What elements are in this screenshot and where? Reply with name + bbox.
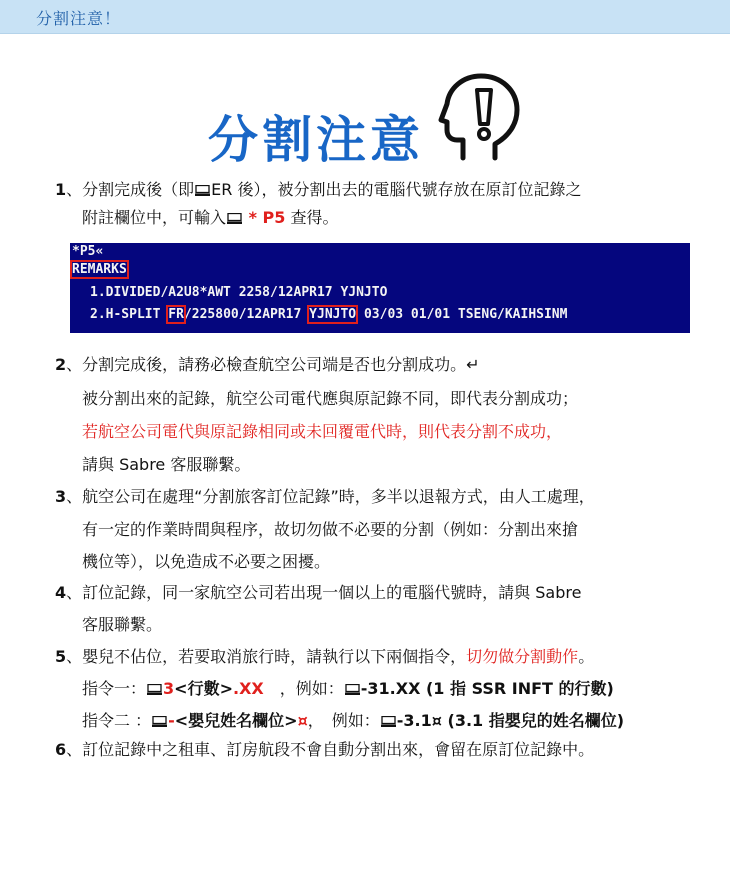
item-3-line-1: [55, 484, 595, 510]
example-command: -3.1¤ (3.1 指嬰兒的姓名欄位): [396, 711, 625, 730]
page-title: 分割注意: [208, 111, 424, 169]
keyboard-icon: [227, 213, 242, 224]
item-5-line-3: [82, 708, 624, 734]
item-4-line-1: [55, 580, 581, 606]
terminal-line-4: [90, 307, 567, 322]
command-part: -: [168, 711, 175, 730]
item-number: 1: [55, 180, 67, 199]
fr-code-highlight: FR: [168, 307, 184, 322]
item-number: 5: [55, 647, 67, 666]
item-text: 附註欄位中，可輸入: [82, 208, 227, 227]
command-p5: * P5: [243, 208, 286, 227]
command-part: <行數>: [174, 679, 233, 698]
example-command: -31.XX (1 指 SSR INFT 的行數): [360, 679, 614, 698]
head-exclamation-icon: [437, 72, 521, 162]
item-5-line-1: [55, 644, 594, 670]
item-text: ，例如：: [263, 679, 344, 698]
item-6-line-1: [55, 737, 594, 763]
command-part: ¤: [297, 711, 308, 730]
item-1-line-1: [55, 177, 582, 203]
command-part: <嬰兒姓名欄位>: [174, 711, 298, 730]
keyboard-icon: [381, 716, 396, 727]
record-locator-highlight: YJNJTO: [309, 307, 357, 322]
item-2-line-1: [55, 352, 480, 378]
item-1-line-2: [82, 205, 338, 231]
item-text: ER 後），被分割出去的電腦代號存放在原訂位記錄之: [211, 180, 582, 199]
item-number: 3: [55, 487, 67, 506]
item-3-line-3: 機位等），以免造成不必要之困擾。: [82, 552, 331, 571]
item-text: 訂位記錄中之租車、訂房航段不會自動分割出來，會留在原訂位記錄中。: [82, 740, 595, 759]
item-3-line-2: 有一定的作業時間與程序，故切勿做不必要的分割（例如：分割出來搶: [82, 520, 579, 539]
item-2-line-4: 請與 Sabre 客服聯繫。: [82, 455, 251, 474]
item-separator: 、: [66, 487, 83, 506]
item-text: 分割完成後，請務必檢查航空公司端是否也分割成功。↵: [82, 355, 480, 374]
terminal-text: /225800/12APR17: [183, 307, 310, 322]
keyboard-icon: [147, 684, 162, 695]
item-text: 訂位記錄，同一家航空公司若出現一個以上的電腦代號時，請與 Sabre: [82, 583, 582, 602]
item-4-line-2: 客服聯繫。: [82, 615, 163, 634]
item-separator: 、: [66, 355, 83, 374]
header-bar: [0, 0, 730, 34]
item-separator: 、: [66, 180, 83, 199]
item-text: 嬰兒不佔位，若要取消旅行時，請執行以下兩個指令，: [82, 647, 467, 666]
item-number: 6: [55, 740, 67, 759]
item-text: 航空公司在處理“分割旅客訂位記錄”時，多半以退報方式，由人工處理，: [82, 487, 595, 506]
terminal-text: 2.H-SPLIT: [90, 307, 169, 322]
item-2-line-2: 被分割出來的記錄，航空公司電代應與原記錄不同，即代表分割成功；: [82, 389, 579, 408]
item-number: 4: [55, 583, 67, 602]
item-text: 分割完成後（即: [82, 180, 195, 199]
keyboard-icon: [152, 716, 167, 727]
item-text: 指令二 ：: [82, 711, 152, 730]
remarks-header: REMARKS: [72, 262, 127, 277]
terminal-line-1: *P5«: [72, 244, 104, 259]
terminal-screenshot: [70, 243, 690, 333]
item-number: 2: [55, 355, 67, 374]
keyboard-icon: [195, 185, 210, 196]
command-part: 3: [163, 679, 175, 698]
item-text: 。: [578, 647, 595, 666]
item-separator: 、: [66, 583, 83, 602]
warning-text: 切勿做分割動作: [466, 647, 579, 666]
title-area: [0, 72, 730, 172]
item-text: ， 例如：: [307, 711, 380, 730]
command-part: .XX: [232, 679, 264, 698]
item-text: 查得。: [285, 208, 339, 227]
item-2-line-3: 若航空公司電代與原記錄相同或未回覆電代時，則代表分割不成功，: [82, 422, 563, 441]
keyboard-icon: [345, 684, 360, 695]
terminal-line-2: [72, 262, 127, 277]
item-separator: 、: [66, 647, 83, 666]
item-5-line-2: [82, 676, 614, 702]
item-separator: 、: [66, 740, 83, 759]
header-label: 分割注意！: [36, 9, 122, 28]
terminal-line-3: 1.DIVIDED/A2U8*AWT 2258/12APR17 YJNJTO: [90, 285, 388, 300]
terminal-text: 03/03 01/01 TSENG/KAIHSINM: [356, 307, 568, 322]
item-text: 指令一：: [82, 679, 147, 698]
